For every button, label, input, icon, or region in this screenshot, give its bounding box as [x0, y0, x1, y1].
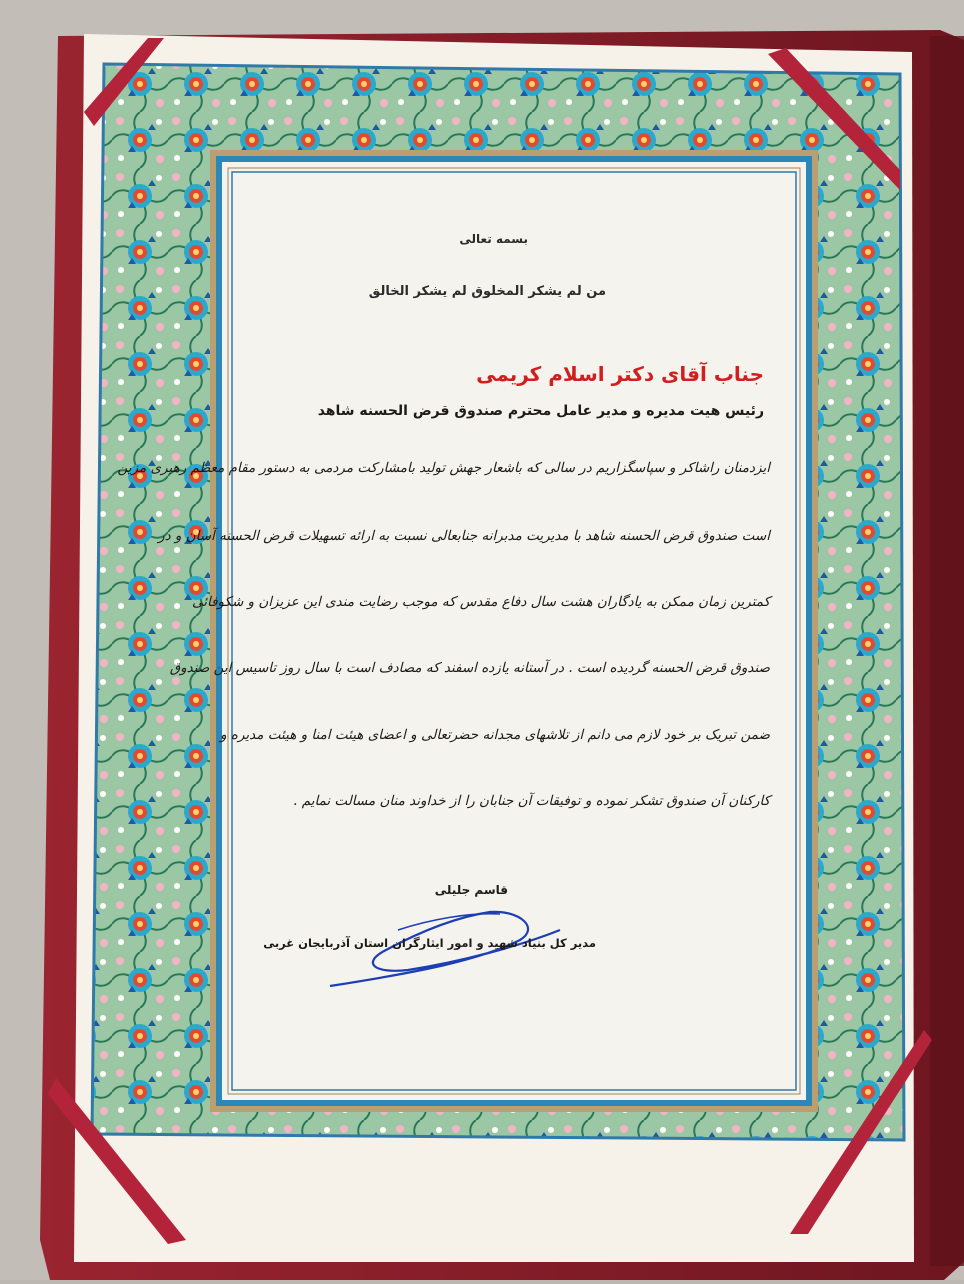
body-line-6: کارکنان آن صندوق تشکر نموده و توفیقات آن جنابان را از خداوند منان مسالت نمایم . [293, 793, 770, 809]
signer-name: قاسم جلیلی [434, 883, 508, 897]
signer-title: مدیر کل بنیاد شهید و امور ایثارگران استان آذربایجان غربی [263, 936, 596, 950]
recipient-title: رئیس هیت مدیره و مدیر عامل محترم صندوق قرض الحسنه شاهد [317, 403, 764, 419]
body-line-5: ضمن تبریک بر خود لازم می دانم از تلاشهای مجدانه حضرتعالی و اعضای هیئت امنا و هیئت مدیره و [220, 727, 770, 743]
body-line-1: ایزدمنان راشاکر و سپاسگزاریم در سالی که باشعار جهش تولید بامشارکت مردمی به دستور مقام معظم رهبری مزین [117, 460, 770, 476]
body-line-3: کمترین زمان ممکن به یادگاران هشت سال دفاع مقدس که موجب رضایت مندی این عزیزان و شکوفائی [191, 594, 770, 610]
hadith: من لم یشکر المخلوق لم یشکر الخالق [368, 284, 606, 299]
recipient-name: جناب آقای دکتر اسلام کریمی [476, 362, 764, 386]
body-line-2: است صندوق قرض الحسنه شاهد با مدیریت مدبرانه جنابعالی نسبت به ارائه تسهیلات قرض الحسنه آسان و در [158, 528, 770, 544]
bismillah: بسمه تعالی [459, 232, 528, 246]
body-line-4: صندوق قرض الحسنه گردیده است . در آستانه یازده اسفند که مصادف است با سال روز تاسیس این صندوق [169, 660, 770, 676]
